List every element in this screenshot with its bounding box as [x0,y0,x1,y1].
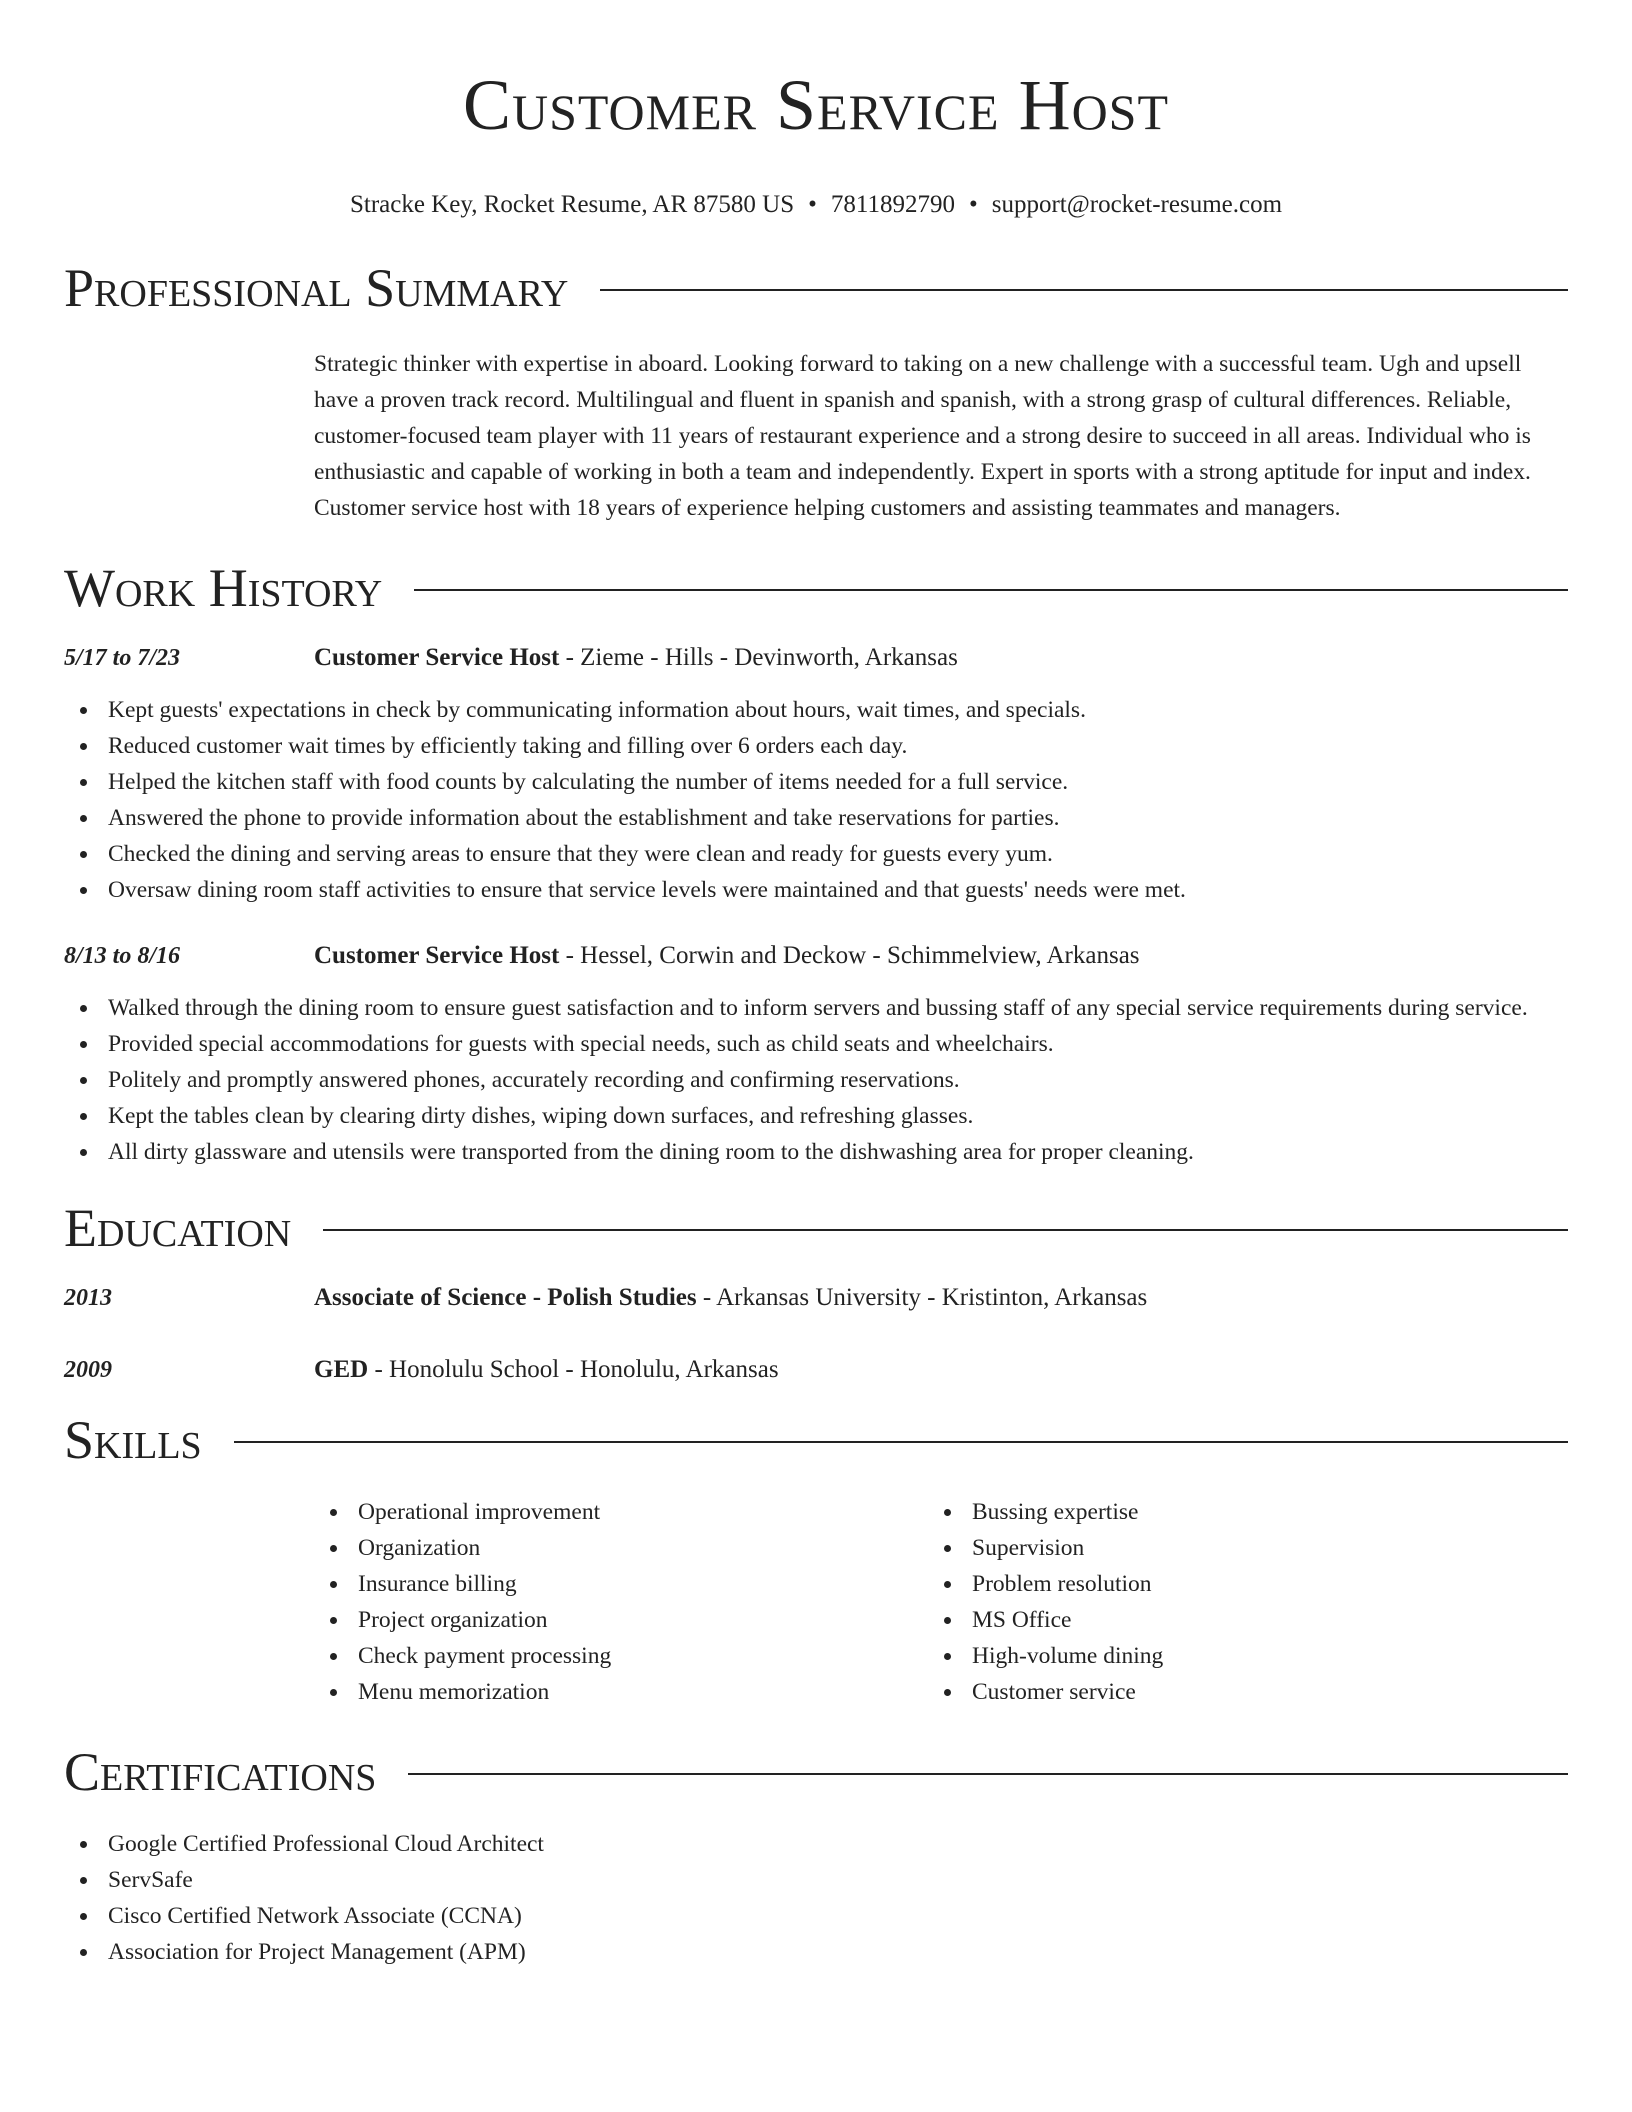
education-title-line [314,1280,1147,1316]
list-item: Kept guests' expectations in check by communicating information about hours, wait times, and specials. [64,692,1568,728]
work-entry-title: Customer Service Host [314,942,560,969]
contact-line [64,190,1568,220]
section-divider [234,1441,1568,1443]
work-section-header [64,556,1568,620]
skill-item: Menu memorization [314,1674,928,1710]
skills-column-left [314,1494,928,1710]
section-divider [414,589,1568,591]
certifications-list [64,1826,1568,1970]
skill-item: Organization [314,1530,928,1566]
certification-item: Association for Project Management (APM) [64,1934,1568,1970]
skills-section-title: Skills [64,1410,202,1470]
list-item: All dirty glassware and utensils were transported from the dining room to the dishwashing area for proper cleaning. [64,1134,1568,1170]
section-divider [323,1229,1568,1231]
section-divider [600,289,1568,291]
summary-text: Strategic thinker with expertise in aboard. Looking forward to taking on a new challenge with a successful team. Ugh and upsell have a proven track record. Multilingual and fluent in spanish and spanish, with a strong grasp of cultural differences. Reliable, customer-focused team player with 11 years of restaurant experience and a strong desire to succeed in all areas. Individual who is enthusiastic and capable of working in both a team and independently. Expert in sports with a strong aptitude for input and index. Customer service host with 18 years of experience helping customers and assisting teammates and managers. [314,351,1531,521]
education-degree: GED [314,1356,369,1383]
certifications-section-title: Certifications [64,1742,377,1802]
work-section-title: Work History [64,558,383,618]
education-section-header [64,1196,1568,1260]
certification-item: Cisco Certified Network Associate (CCNA) [64,1898,1568,1934]
certifications-section-header [64,1740,1568,1804]
work-entry-dates: 5/17 to 7/23 [64,645,181,671]
skills-section-header [64,1408,1568,1472]
resume-name: Customer Service Host [462,65,1170,145]
summary-section-header [64,256,1568,320]
list-item: Helped the kitchen staff with food counts by calculating the number of items needed for a full service. [64,764,1568,800]
work-entry-title: Customer Service Host [314,644,560,671]
education-year: 2009 [64,1357,112,1383]
list-item: Checked the dining and serving areas to ensure that they were clean and ready for guests every yum. [64,836,1568,872]
skills-list [314,1494,1568,1710]
section-divider [408,1773,1568,1775]
education-entry [64,1280,1568,1316]
list-item: Oversaw dining room staff activities to ensure that service levels were maintained and that guests' needs were met. [64,872,1568,908]
list-item: Provided special accommodations for guests with special needs, such as child seats and wheelchairs. [64,1026,1568,1062]
list-item: Kept the tables clean by clearing dirty dishes, wiping down surfaces, and refreshing glasses. [64,1098,1568,1134]
work-entry-title-line [314,640,958,676]
contact-email[interactable]: support@rocket-resume.com [991,191,1283,218]
contact-separator: • [808,191,817,218]
education-year: 2013 [64,1285,112,1311]
list-item: Walked through the dining room to ensure guest satisfaction and to inform servers and bussing staff of any special service requirements during service. [64,990,1568,1026]
education-degree: Associate of Science - Polish Studies [314,1284,697,1311]
work-entry-title-line [314,938,1140,974]
work-entry-details: - Zieme - Hills - Devinworth, Arkansas [559,644,958,671]
skill-item: Insurance billing [314,1566,928,1602]
education-details: - Honolulu School - Honolulu, Arkansas [368,1356,779,1383]
work-entry-bullets [64,990,1568,1170]
work-entry-header [64,640,1568,676]
education-title-line [314,1352,779,1388]
certification-item: ServSafe [64,1862,1568,1898]
work-entry [64,938,1568,1170]
skill-item: Customer service [928,1674,1568,1710]
contact-address: Stracke Key, Rocket Resume, AR 87580 US [349,191,795,218]
education-details: - Arkansas University - Kristinton, Arkansas [696,1284,1148,1311]
skill-item: High-volume dining [928,1638,1568,1674]
contact-phone[interactable]: 7811892790 [830,191,955,218]
skill-item: Bussing expertise [928,1494,1568,1530]
contact-separator: • [968,191,978,218]
skill-item: Project organization [314,1602,928,1638]
work-entry-details: - Hessel, Corwin and Deckow - Schimmelview, Arkansas [559,942,1140,969]
certification-item: Google Certified Professional Cloud Architect [64,1826,1568,1862]
work-entry-bullets [64,692,1568,908]
work-entry [64,640,1568,908]
work-entry-header [64,938,1568,974]
summary-section-title: Professional Summary [64,258,569,318]
list-item: Answered the phone to provide information about the establishment and take reservations for parties. [64,800,1568,836]
skill-item: Supervision [928,1530,1568,1566]
skill-item: Check payment processing [314,1638,928,1674]
skill-item: MS Office [928,1602,1568,1638]
list-item: Reduced customer wait times by efficiently taking and filling over 6 orders each day. [64,728,1568,764]
work-entry-dates: 8/13 to 8/16 [64,943,181,969]
education-entry [64,1352,1568,1388]
skill-item: Operational improvement [314,1494,928,1530]
education-section-title: Education [64,1198,292,1258]
list-item: Politely and promptly answered phones, accurately recording and confirming reservations. [64,1062,1568,1098]
skill-item: Problem resolution [928,1566,1568,1602]
skills-column-right [928,1494,1568,1710]
